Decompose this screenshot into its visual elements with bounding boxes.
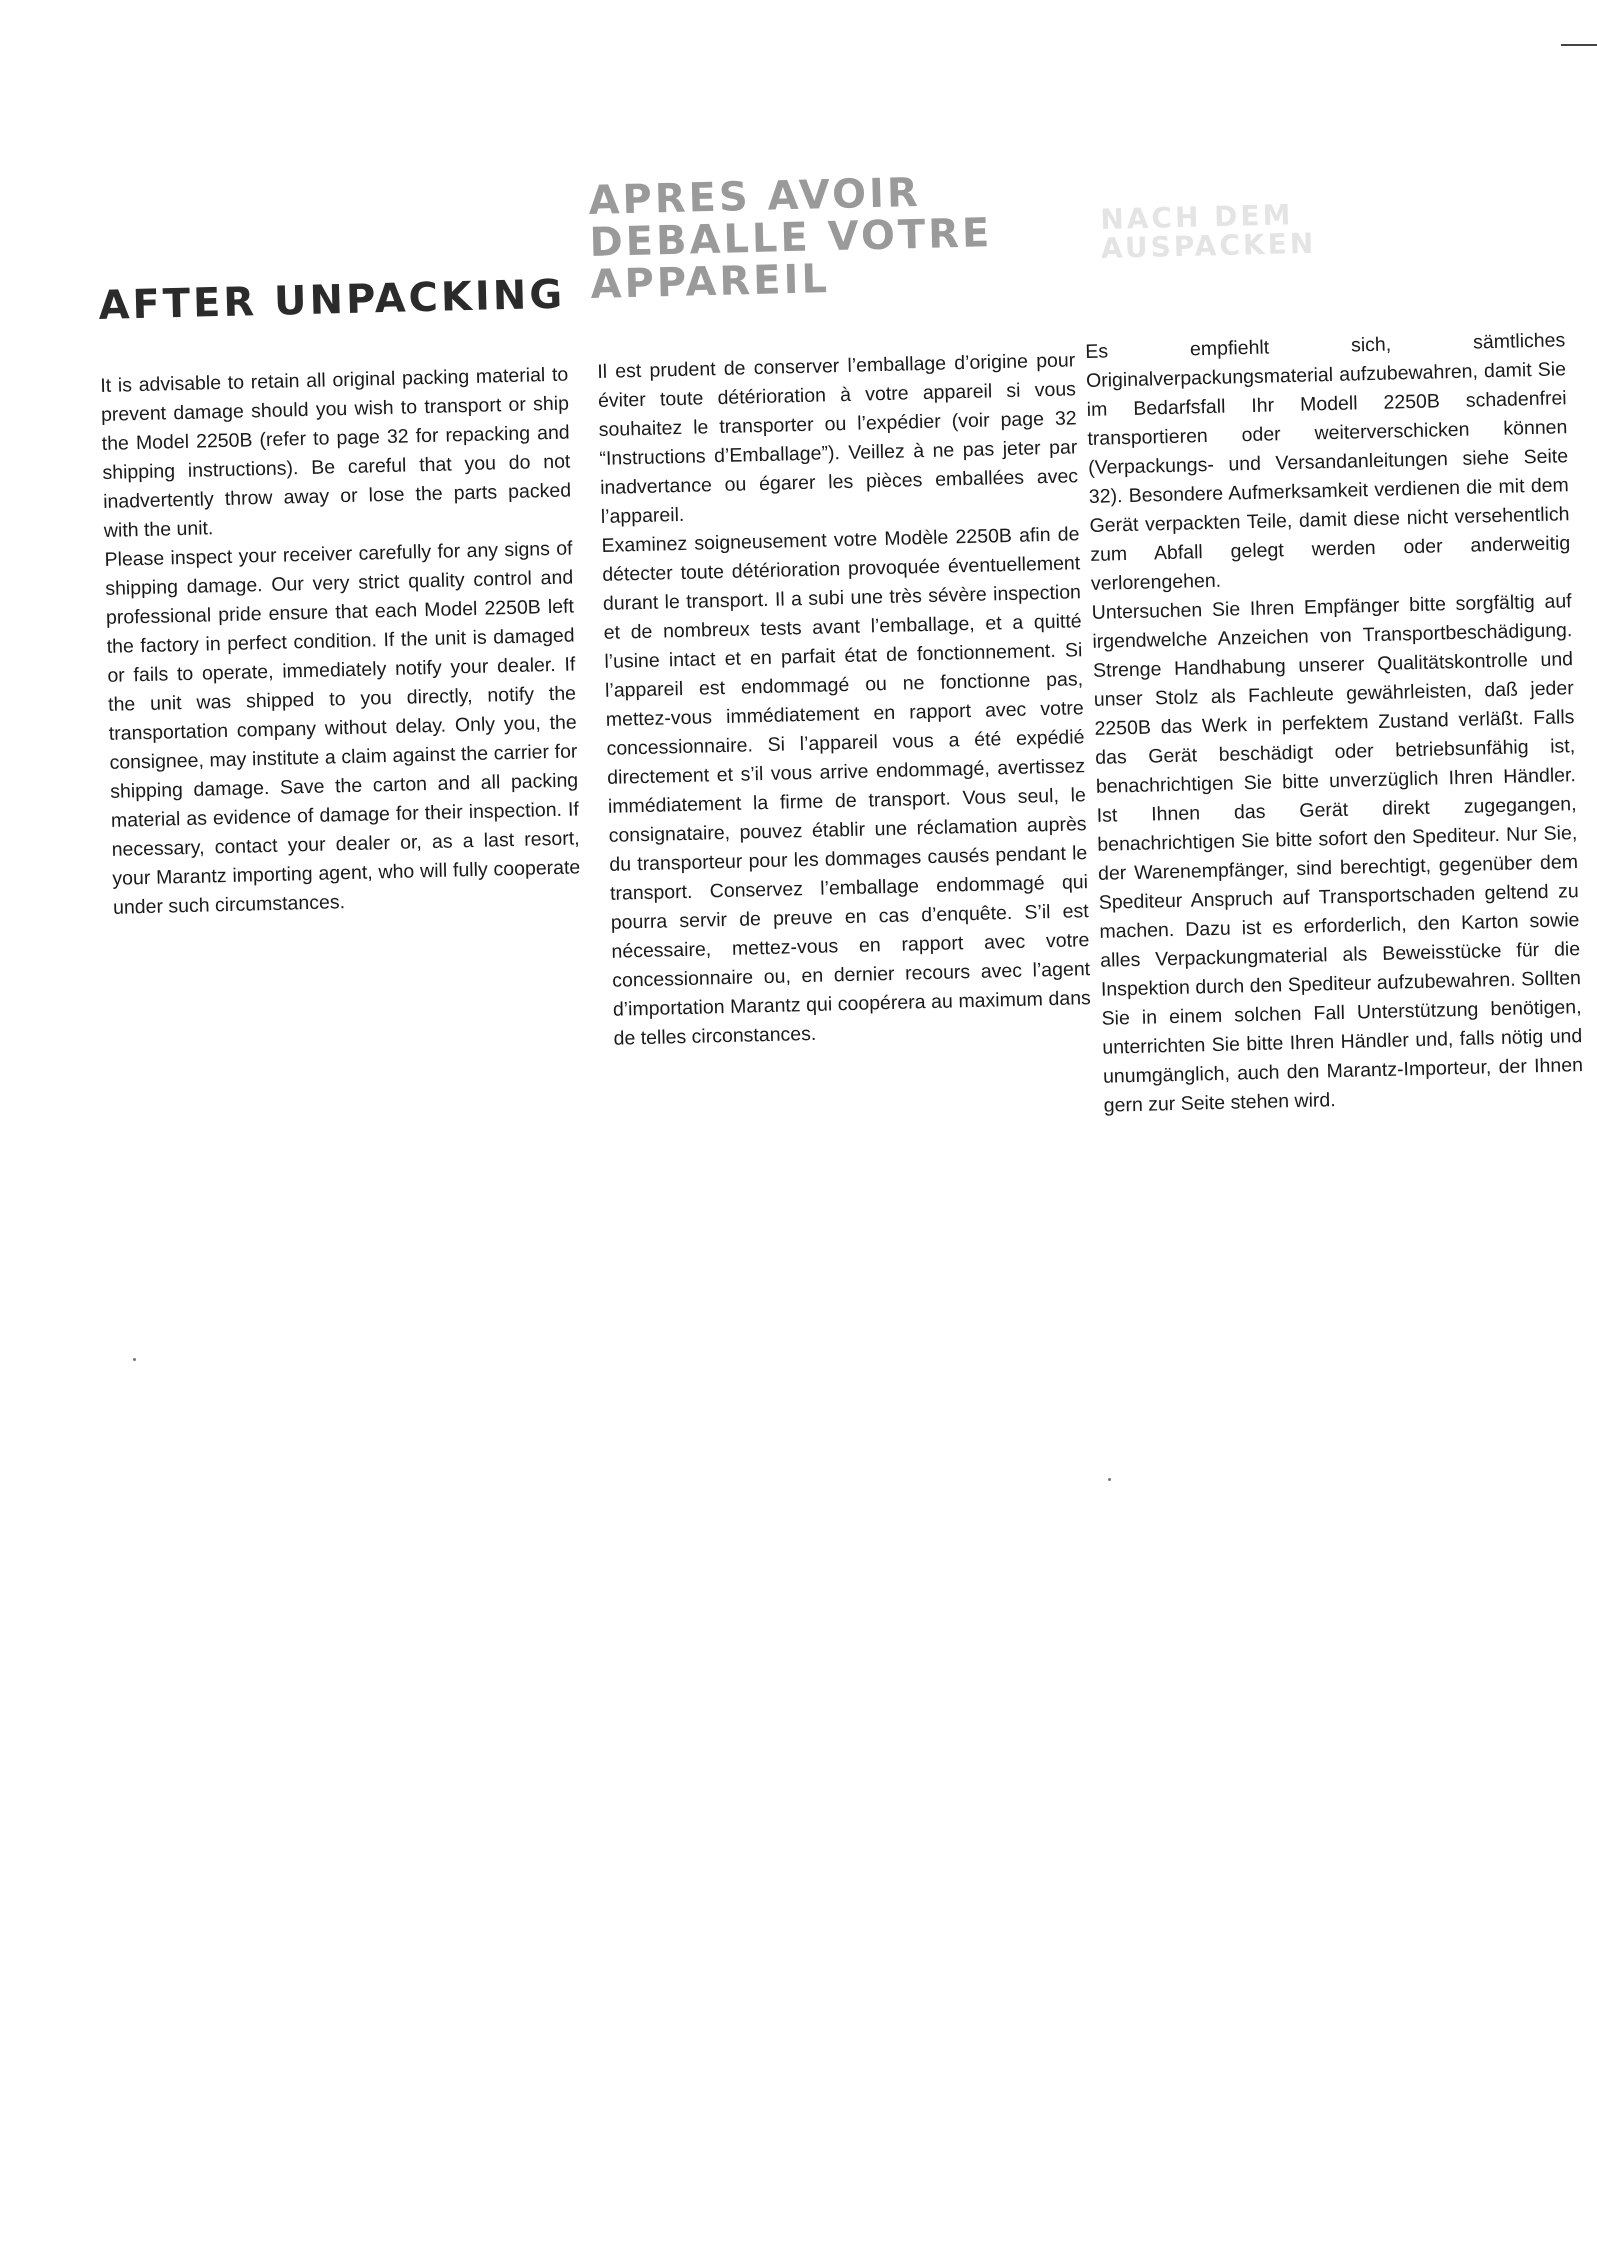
scan-speck xyxy=(133,1358,136,1361)
corner-scan-mark xyxy=(1561,44,1597,46)
french-paragraph-2: Examinez soigneusement votre Modèle 2250B afin de détecter toute détérioration provoquée éventuellement durant le transport. Il a subi une très sévère inspection et de nombreux tests avant l’emballage, et a quitté l’usine intact et en parfait état de fonctionnement. Si l’appareil est endommagé ou ne fonctionne pas, mettez-vous immédiatement en rapport avec votre concessionnaire. Si l’appareil vous a été expédié directement et s’il vous arrive endommagé, avertissez immédiatement la firme de transport. Vous seul, le consignataire, pouvez établir une réclamation auprès du transporteur pour les dommages causés pendant le transport. Conservez l’emballage endommagé qui pourra servir de preuve en cas d’enquête. S’il est nécessaire, mettez-vous en rapport avec votre concessionnaire ou, en dernier recours avec l’agent d’importation Marantz qui coopérera au maximum dans de telles circonstances. xyxy=(601,523,1092,1050)
english-paragraph-1: It is advisable to retain all original packing material to prevent damage should you wish to transport or ship the Model 2250B (refer to page 32 for repacking and shipping instructions). Be careful that you do not inadvertently throw away or lose the parts packed with the unit. xyxy=(100,363,572,542)
english-paragraph-2: Please inspect your receiver carefully for any signs of shipping damage. Our very strict quality control and professional pride ensure that each Model 2250B left the factory in perfect condition. If the unit is damaged or fails to operate, immediately notify your dealer. If the unit was shipped to you directly, notify the transportation company without delay. Only you, the consignee, may institute a claim against the carrier for shipping damage. Save the carton and all packing material as evidence of damage for their inspection. If necessary, contact your dealer or, as a last resort, your Marantz importing agent, who will fully cooperate under such circumstances. xyxy=(104,537,581,919)
english-column xyxy=(100,361,581,923)
heading-english: AFTER UNPACKING xyxy=(97,271,566,329)
french-column xyxy=(597,346,1092,1053)
french-paragraph-1: Il est prudent de conserver l’emballage d’origine pour éviter toute détérioration à votre appareil si vous souhaitez le transporter ou l’expédier (voir page 32 “Instructions d’Emballage”). Veillez à ne pas jeter par inadvertance ou égarer les pièces emballées avec l’appareil. xyxy=(597,349,1079,528)
german-paragraph-2: Untersuchen Sie Ihren Empfänger bitte sorgfältig auf irgendwelche Anzeichen von Transportbeschädigung. Strenge Handhabung unserer Qualitätskontrolle und unser Stolz als Fachleute gewährleisten, daß jeder 2250B das Werk in perfektem Zustand verläßt. Falls das Gerät beschädigt oder betriebsunfähig ist, benachrichtigen Sie bitte unverzüglich Ihren Händler. Ist Ihnen das Gerät direkt zugegangen, benachrichtigen Sie bitte sofort den Spediteur. Nur Sie, der Warenempfänger, sind berechtigt, gegenüber dem Spediteur Anspruch auf Transportschaden geltend zu machen. Dazu ist es erforderlich, den Karton sowie alles Verpackungmaterial als Beweisstücke für die Inspektion durch den Spediteur aufzubewahren. Sollten Sie in einem solchen Fall Unterstützung benötigen, unterrichten Sie bitte Ihren Händler und, falls nötig und unumgänglich, auch den Marantz-Importeur, der Ihnen gern zur Seite stehen wird. xyxy=(1091,590,1584,1117)
german-paragraph-1: Es empfiehlt sich, sämtliches Originalverpackungsmaterial aufzubewahren, damit Sie im Bedarfsfall Ihr Modell 2250B schadenfrei transportieren oder weiterverschicken können (Verpackungs- und Versandanleitungen siehe Seite 32). Besondere Aufmerksamkeit verdienen die mit dem Gerät verpackten Teile, damit diese nicht versehentlich zum Abfall gelegt werden oder anderweitig verlorengehen. xyxy=(1085,329,1571,595)
german-column xyxy=(1085,326,1584,1120)
heading-german-faded: NACH DEM AUSPACKEN xyxy=(1099,198,1317,266)
scan-speck xyxy=(1108,1478,1111,1481)
heading-french: APRES AVOIR DEBALLE VOTRE APPAREIL xyxy=(587,169,993,308)
